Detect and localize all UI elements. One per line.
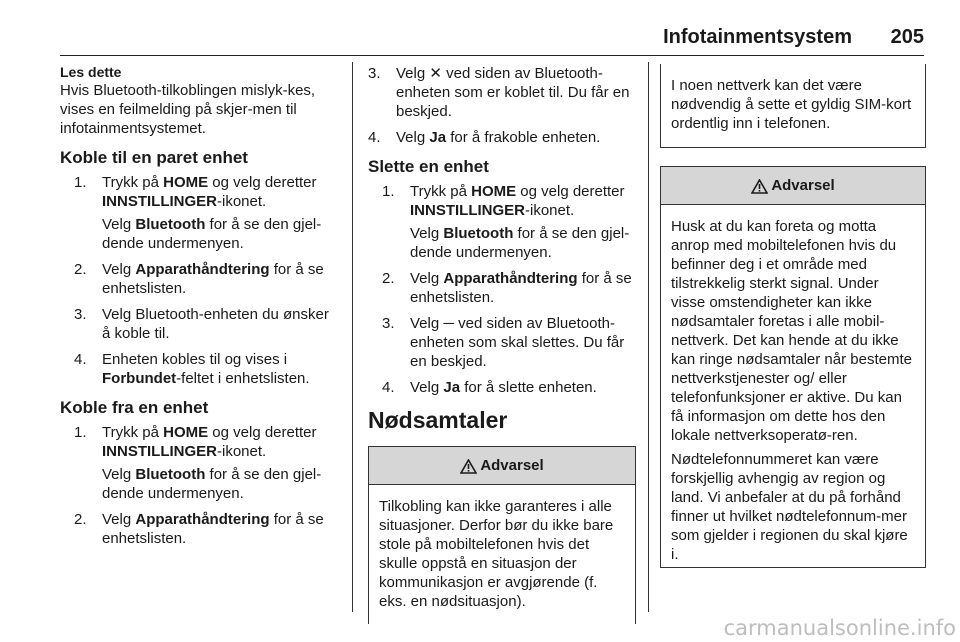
step-keyword: HOME (163, 174, 209, 191)
column-middle (368, 64, 636, 624)
warning-box (368, 446, 636, 624)
step-text: for å frakoble enheten. (446, 129, 601, 146)
note-text: Hvis Bluetooth-tilkoblingen mislyk-kes, vises en feilmelding på skjer-men til infotainmentsystemet. (60, 82, 316, 137)
step-subtext (102, 215, 336, 253)
step-text: Velg (102, 216, 136, 233)
list-item (382, 378, 636, 397)
steps-list (368, 64, 636, 147)
step-text: Velg (102, 511, 136, 528)
step-subtext (102, 465, 336, 503)
warning-header (369, 447, 635, 485)
step-keyword: HOME (471, 183, 517, 200)
list-item (74, 510, 336, 548)
step-keyword: Bluetooth (135, 466, 206, 483)
list-item (382, 182, 636, 262)
step-text: for å se den gjel-dende undermenyen. (102, 216, 322, 252)
warning-body (369, 485, 635, 624)
step-keyword: Apparathåndtering (135, 511, 270, 528)
list-item (74, 423, 336, 503)
step-keyword: INNSTILLINGER (102, 193, 217, 210)
info-text: I noen nettverk kan det være nødvendig å sette et gyldig SIM-kort ordentlig inn i telefonen. (671, 77, 912, 132)
close-icon: ✕ (429, 65, 442, 82)
section-heading: Koble til en paret enhet (60, 148, 248, 167)
chapter-heading: Nødsamtaler (368, 407, 508, 433)
step-keyword: Ja (443, 379, 461, 396)
step-number: 3. (382, 315, 395, 332)
column-right (660, 64, 926, 568)
step-keyword: INNSTILLINGER (102, 443, 217, 460)
steps-list (368, 182, 636, 397)
step-text: for å slette enheten. (460, 379, 597, 396)
step-number: 2. (74, 511, 87, 528)
step-number: 4. (382, 379, 395, 396)
step-text: Trykk på (102, 424, 164, 441)
step-text: og velg deretter (208, 174, 317, 191)
list-item (74, 260, 336, 298)
step-text: Velg (410, 379, 444, 396)
warning-text: Husk at du kan foreta og motta anrop med mobiltelefonen hvis du befinner deg i et område med tilstrekkelig sterkt signal. Under visse omstendigheter kan ikke nødsamtaler foretas i alle mobil-nettverk. Det kan hende at du ikke kan ringe nødsamtaler når bestemte nettverkstjenester og/ eller telefonfunksjoner er aktive. Du kan få informasjon om dette hos den lokale nettverksoperatø-ren. (671, 218, 912, 444)
warning-icon (751, 179, 768, 194)
list-item (368, 64, 636, 121)
info-box (660, 64, 926, 148)
step-text: -ikonet. (217, 193, 267, 210)
warning-title: Advarsel (480, 457, 544, 474)
step-text: for å se den gjel-dende undermenyen. (102, 466, 322, 502)
step-text: for å se enhetslisten. (102, 261, 324, 297)
list-item (368, 128, 636, 147)
warning-text: Tilkobling kan ikke garanteres i alle situasjoner. Derfor bør du ikke bare stole på mobiltelefonen hvis det skulle oppstå en situasjon der kommunikasjon er avgjørende (f. eks. en nødsituasjon). (379, 498, 614, 610)
list-item (382, 314, 636, 371)
warning-title: Advarsel (771, 177, 835, 194)
step-text: for å se enhetslisten. (410, 270, 632, 306)
step-text: -feltet i enhetslisten. (176, 370, 310, 387)
step-number: 1. (382, 183, 395, 200)
step-keyword: HOME (163, 424, 209, 441)
list-item (74, 173, 336, 253)
watermark: carmanualsonline.info (723, 616, 956, 640)
step-keyword: Apparathåndtering (135, 261, 270, 278)
step-text: ved siden av Bluetooth-enheten som skal slettes. Du får en beskjed. (410, 315, 625, 370)
column-divider (352, 62, 353, 612)
step-text: Enheten kobles til og vises i (102, 351, 288, 368)
step-text: Velg (102, 261, 136, 278)
step-keyword: Bluetooth (135, 216, 206, 233)
step-keyword: INNSTILLINGER (410, 202, 525, 219)
list-item (74, 305, 336, 343)
step-text: Velg (102, 466, 136, 483)
warning-text: Nødtelefonnummeret kan være forskjellig avhengig av region og land. Vi anbefaler at du på forhånd finner ut hvilket nødtelefonnum-mer som gjelder i regionen du skal kjøre i. (671, 451, 908, 563)
page-header (60, 24, 924, 54)
warning-icon (460, 459, 477, 474)
step-number: 4. (368, 129, 381, 146)
column-divider (648, 62, 649, 612)
header-rule (60, 55, 924, 56)
warning-header (661, 167, 925, 205)
step-number: 2. (74, 261, 87, 278)
step-keyword: Bluetooth (443, 225, 514, 242)
step-text: Trykk på (102, 174, 164, 191)
note-title: Les dette (60, 64, 122, 80)
step-text: Velg (396, 129, 430, 146)
step-text: Velg Bluetooth-enheten du ønsker å koble til. (102, 306, 329, 342)
step-number: 3. (368, 65, 381, 82)
list-item (74, 350, 336, 388)
page-number: 205 (890, 26, 924, 48)
step-number: 2. (382, 270, 395, 287)
step-subtext (410, 224, 636, 262)
step-text: og velg deretter (516, 183, 625, 200)
step-text: -ikonet. (217, 443, 267, 460)
step-text: ved siden av Bluetooth-enheten som er koblet til. Du får en beskjed. (396, 65, 630, 120)
step-number: 1. (74, 174, 87, 191)
step-text: Velg (410, 270, 444, 287)
step-number: 3. (74, 306, 87, 323)
step-text: for å se enhetslisten. (102, 511, 324, 547)
step-keyword: Forbundet (102, 370, 177, 387)
column-left (60, 64, 336, 555)
step-keyword: Ja (429, 129, 447, 146)
step-text: for å se den gjel-dende undermenyen. (410, 225, 630, 261)
step-text: -ikonet. (525, 202, 575, 219)
step-text: Velg (410, 315, 444, 332)
page-title: Infotainmentsystem (663, 26, 852, 48)
minus-icon: ─ (443, 315, 455, 332)
step-number: 4. (74, 351, 87, 368)
step-text: Velg (410, 225, 444, 242)
steps-list (60, 173, 336, 388)
warning-body (661, 205, 925, 577)
step-keyword: Apparathåndtering (443, 270, 578, 287)
warning-box (660, 166, 926, 568)
steps-list (60, 423, 336, 548)
section-heading: Koble fra en enhet (60, 398, 209, 417)
step-text: og velg deretter (208, 424, 317, 441)
step-number: 1. (74, 424, 87, 441)
section-heading: Slette en enhet (368, 157, 489, 176)
step-text: Trykk på (410, 183, 472, 200)
step-text: Velg (396, 65, 430, 82)
list-item (382, 269, 636, 307)
